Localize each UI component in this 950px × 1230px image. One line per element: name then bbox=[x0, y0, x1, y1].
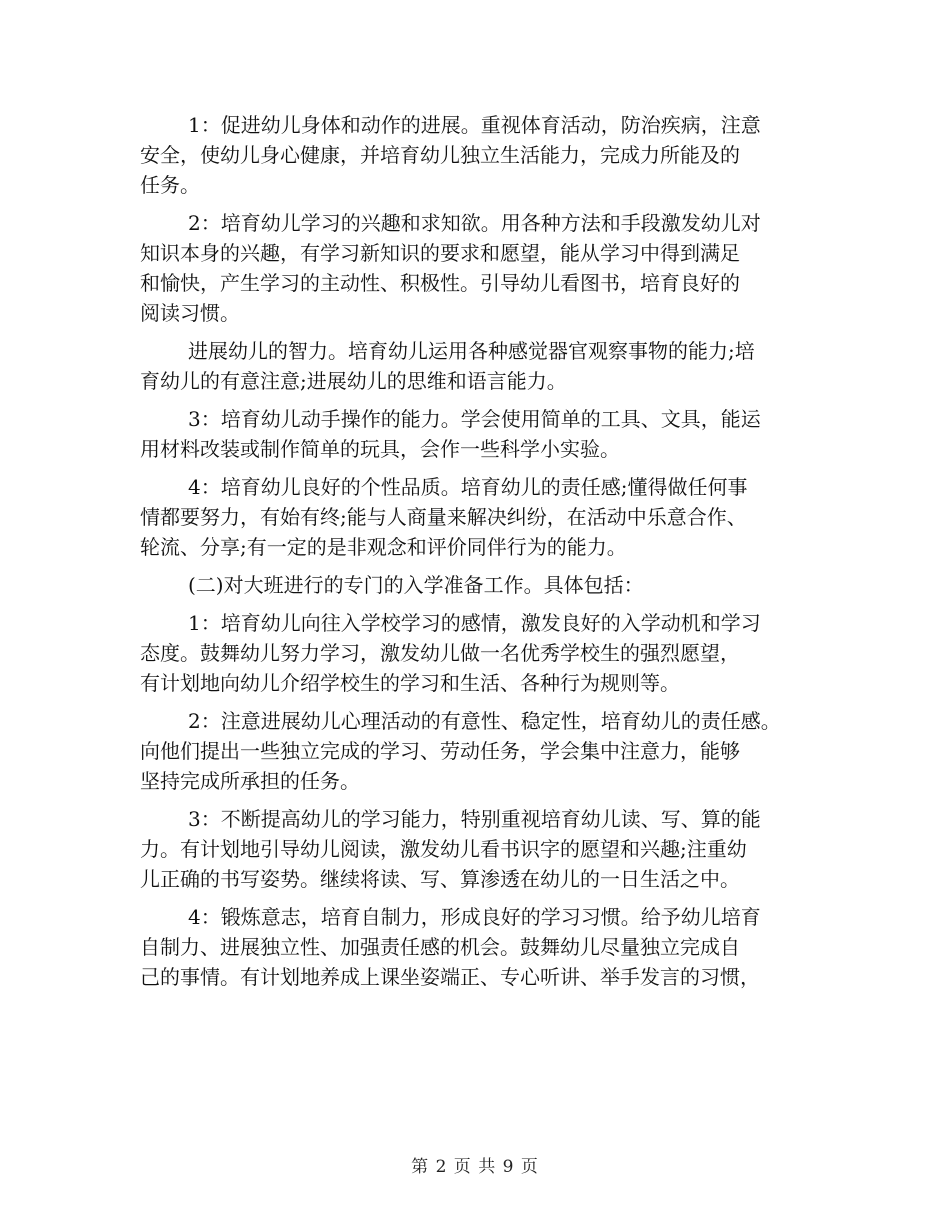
section-heading-line: (二)对大班进行的专门的入学准备工作。具体包括： bbox=[188, 573, 644, 597]
document-body bbox=[140, 110, 820, 992]
paragraph-line: 进展幼儿的智力。培育幼儿运用各种感觉器官观察事物的能力;培 bbox=[188, 339, 755, 363]
paragraph-line: 和愉快，产生学习的主动性、积极性。引导幼儿看图书，培育良好的 bbox=[140, 271, 740, 295]
paragraph-line: 1：培育幼儿向往入学校学习的感情，激发良好的入学动机和学习 bbox=[188, 611, 761, 635]
paragraph-line: 3：不断提高幼儿的学习能力，特别重视培育幼儿读、写、算的能 bbox=[188, 807, 761, 831]
paragraph-3 bbox=[140, 336, 820, 396]
paragraph-2 bbox=[140, 208, 820, 328]
paragraph-line: 2：培育幼儿学习的兴趣和求知欲。用各种方法和手段激发幼儿对 bbox=[188, 211, 761, 235]
page-number-footer: 第 2 页 共 9 页 bbox=[411, 1157, 539, 1177]
paragraph-line: 自制力、进展独立性、加强责任感的机会。鼓舞幼儿尽量独立完成自 bbox=[140, 935, 740, 959]
paragraph-5 bbox=[140, 472, 820, 562]
paragraph-9 bbox=[140, 804, 820, 894]
paragraph-line: 用材料改装或制作简单的玩具，会作一些科学小实验。 bbox=[140, 437, 620, 461]
paragraph-line: 向他们提出一些独立完成的学习、劳动任务，学会集中注意力，能够 bbox=[140, 739, 740, 763]
paragraph-8 bbox=[140, 706, 820, 796]
paragraph-1 bbox=[140, 110, 820, 200]
paragraph-line: 坚持完成所承担的任务。 bbox=[140, 769, 360, 793]
paragraph-line: 4：培育幼儿良好的个性品质。培育幼儿的责任感;懂得做任何事 bbox=[188, 475, 748, 499]
paragraph-line: 安全，使幼儿身心健康，并培育幼儿独立生活能力，完成力所能及的 bbox=[140, 143, 740, 167]
paragraph-line: 1：促进幼儿身体和动作的进展。重视体育活动，防治疾病，注意 bbox=[188, 113, 761, 137]
paragraph-line: 态度。鼓舞幼儿努力学习，激发幼儿做一名优秀学校生的强烈愿望， bbox=[140, 641, 740, 665]
paragraph-10 bbox=[140, 902, 820, 992]
paragraph-line: 知识本身的兴趣，有学习新知识的要求和愿望，能从学习中得到满足 bbox=[140, 241, 740, 265]
paragraph-line: 轮流、分享;有一定的是非观念和评价同伴行为的能力。 bbox=[140, 535, 627, 559]
paragraph-line: 己的事情。有计划地养成上课坐姿端正、专心听讲、举手发言的习惯， bbox=[140, 965, 760, 989]
paragraph-line: 情都要努力，有始有终;能与人商量来解决纠纷，在活动中乐意合作、 bbox=[140, 505, 747, 529]
paragraph-line: 阅读习惯。 bbox=[140, 301, 240, 325]
paragraph-line: 力。有计划地引导幼儿阅读，激发幼儿看书识字的愿望和兴趣;注重幼 bbox=[140, 837, 747, 861]
paragraph-line: 育幼儿的有意注意;进展幼儿的思维和语言能力。 bbox=[140, 369, 567, 393]
paragraph-line: 有计划地向幼儿介绍学校生的学习和生活、各种行为规则等。 bbox=[140, 671, 680, 695]
section-heading bbox=[140, 570, 820, 600]
paragraph-line: 2：注意进展幼儿心理活动的有意性、稳定性，培育幼儿的责任感。 bbox=[188, 709, 781, 733]
paragraph-line: 儿正确的书写姿势。继续将读、写、算渗透在幼儿的一日生活之中。 bbox=[140, 867, 740, 891]
paragraph-line: 任务。 bbox=[140, 173, 200, 197]
paragraph-4 bbox=[140, 404, 820, 464]
paragraph-7 bbox=[140, 608, 820, 698]
paragraph-line: 3：培育幼儿动手操作的能力。学会使用简单的工具、文具，能运 bbox=[188, 407, 761, 431]
paragraph-line: 4：锻炼意志，培育自制力，形成良好的学习习惯。给予幼儿培育 bbox=[188, 905, 761, 929]
